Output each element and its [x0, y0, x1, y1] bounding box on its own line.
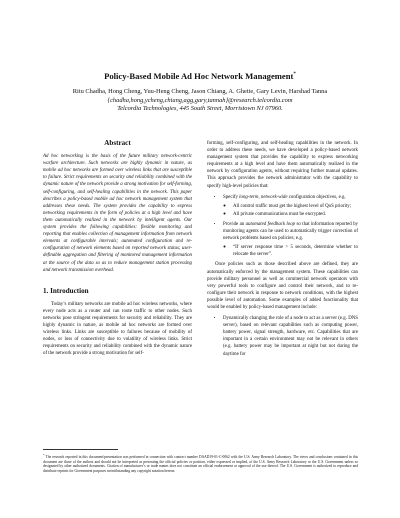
footnote-divider — [43, 449, 118, 450]
abstract-text: Ad hoc networking is the basis of the future military network-centric warfare architecture. Such networks are highly dynamic in nature, as mobile ad hoc networks are formed over wireless links that are susceptible to failure. Strict requirements on security and reliability combined with the dynamic nature of the network provide a strong motivation for self-forming, self-configuring, and self-healing capabilities in the network. This paper describes a policy-based mobile ad hoc network management system that addresses these needs. The system provides the capability to express networking requirements in the form of policies at a high level and have them automatically realized in the network by intelligent agents. Our system provides the following capabilities: flexible monitoring and reporting that enables collection of management information from network elements at configurable intervals; automated configuration and re-configuration of network elements based on reported network status; user-definable aggregation and filtering of monitored management information at the source of the data so as to reduce management station processing and network transmission overhead. — [43, 154, 192, 273]
functionality-list — [207, 315, 358, 358]
author-block — [0, 88, 400, 114]
sub-list-item: ◦ All control traffic must get the highest level of QoS priority; — [233, 203, 358, 210]
sub-list-item: ◦ “If server response time > 5 seconds, determine whether to relocate the server”. — [233, 244, 358, 258]
footnote-mark: * — [43, 453, 45, 457]
footnote — [43, 453, 358, 474]
introduction-paragraph: Today’s military networks are mobile ad hoc wireless networks, where every node acts as a router and can route traffic to other nodes. Such networks pose stringent requirements for security and reliability. They are highly dynamic in nature, as mobile ad hoc networks are formed over wireless links. Links are susceptible to failures because of mobility of nodes, or loss of connectivity due to volatility of wireless links. Strict requirements on security and reliability combined with the dynamic nature of the network provide a strong motivation for self- — [43, 301, 192, 357]
author-affiliation: Telcordia Technologies, 445 South Street, Morristown NJ 07960. — [117, 105, 283, 113]
list-item-emphasis: automated feedback loop — [245, 221, 296, 227]
paper-title — [0, 71, 400, 81]
title-footnote-mark: * — [293, 72, 296, 78]
author-names: Ritu Chadha, Hong Cheng, Yuu-Heng Cheng, Jason Chiang, A. Ghetie, Gary Levin, Harshad Tanna — [72, 88, 328, 95]
body-paragraph-continued: forming, self-configuring, and self-healing capabilities in the network. In order to address these needs, we have developed a policy-based network management system that provides the capability to express networking requirements at a high level and have them automatically realized in the network by configuration agents, without requiring further manual updates. This approach provides the network administrator with the capability to specify high-level policies that: — [207, 141, 358, 189]
policy-objectives-list — [207, 194, 358, 259]
list-item — [223, 221, 358, 258]
list-item-text: Provide an — [223, 221, 246, 227]
title-text: Policy-Based Mobile Ad Hoc Network Management — [104, 71, 294, 81]
sub-list-item: ◦ All private communications must be encrypted. — [233, 211, 358, 218]
list-item-emphasis: long-term, network-wide — [239, 194, 288, 200]
body-paragraph: Once policies such as those described above are defined, they are automatically enforced by the management system. These capabilities can provide military personnel as well as commercial network operators with very powerful tools to configure and control their network, and to re-configure their network in response to network conditions, with the highest possible level of automation. Some examples of added functionality that would be enabled by policy-based management include: — [207, 262, 358, 310]
list-item: • Dynamically changing the role of a node to act as a server (e.g. DNS server), based on relevant capabilities such as computing power, battery power, signal strength, hardware, etc. Capabilities that are important in a certain environment may not be relevant in others (e.g. battery power may be important at night but not during the daytime for — [223, 315, 358, 358]
introduction-heading: 1. Introduction — [43, 286, 89, 295]
footnote-text: The research reported in this document/presentation was performed in connection with contract number DAAD19-01-C-0062 with the U.S. Army Research Laboratory. The views and conclusions contained in this document are those of the authors and should not be interpreted as presenting the official policies or position, either expressed or implied, of the U.S. Army Research Laboratory or the U.S. Government unless so designated by other authorized documents. Citation of manufacturer’s or trade names does not constitute an official endorsement or approval of the use thereof. The U.S. Government is authorized to reproduce and distribute reprints for Government purposes notwithstanding any copyright notation hereon. — [43, 455, 358, 473]
list-item-text: so that information reported by monitoring agents can be used to automatically trigger correction of network problems based on policies; e.g. — [223, 221, 358, 242]
sub-list — [223, 203, 358, 218]
list-item-text: Specify — [223, 194, 240, 200]
author-emails: {chadha,hong,ycheng,chiang,agg,gary,tannah}@research.telcordia.com — [107, 96, 293, 104]
abstract-heading: Abstract — [104, 139, 131, 147]
right-column — [207, 140, 358, 361]
sub-list — [223, 244, 358, 258]
list-item-text: configuration objectives, e.g. — [287, 194, 346, 200]
left-column — [43, 140, 192, 362]
list-item — [223, 194, 358, 218]
